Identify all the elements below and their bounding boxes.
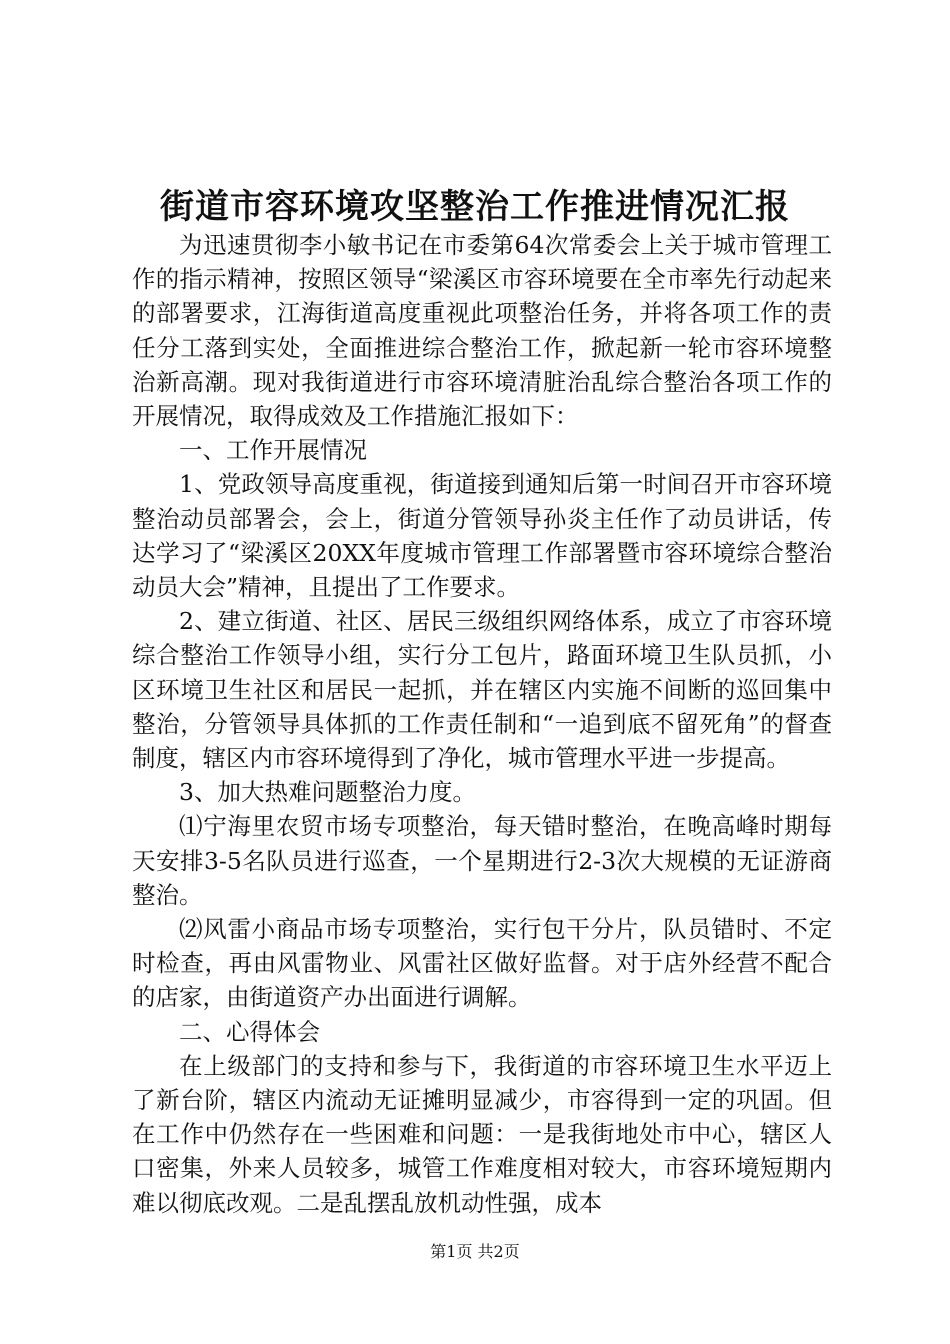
intro-paragraph: 为迅速贯彻李小敏书记在市委第64次常委会上关于城市管理工作的指示精神，按照区领导“梁溪区市容环境要在全市率先行动起来的部署要求，江海街道高度重视此项整治任务，并将各项工作的责任分工落到实处，全面推进综合整治工作，掀起新一轮市容环境整治新高潮。现对我街道进行市容环境清脏治乱综合整治各项工作的开展情况，取得成效及工作措施汇报如下： bbox=[132, 231, 832, 431]
paragraph-subitem-2: ⑵风雷小商品市场专项整治，实行包干分片，队员错时、不定时检查，再由风雷物业、风雷社区做好监督。对于店外经营不配合的店家，由街道资产办出面进行调解。 bbox=[132, 915, 832, 1012]
paragraph-subitem-1: ⑴宁海里农贸市场专项整治，每天错时整治，在晚高峰时期每天安排3-5名队员进行巡查，一个星期进行2-3次大规模的无证游商整治。 bbox=[132, 812, 832, 909]
document-title: 街道市容环境攻坚整治工作推进情况汇报 bbox=[160, 187, 790, 227]
experience-paragraph: 在上级部门的支持和参与下，我街道的市容环境卫生水平迈上了新台阶，辖区内流动无证摊明显减少，市容得到一定的巩固。但在工作中仍然存在一些困难和问题：一是我街地处市中心，辖区人口密集，外来人员较多，城管工作难度相对较大，市容环境短期内难以彻底改观。二是乱摆乱放机动性强，成本 bbox=[132, 1051, 832, 1217]
page-number-footer: 第1页 共2页 bbox=[430, 1242, 520, 1261]
document-body bbox=[132, 228, 832, 1220]
section-heading-experience: 二、心得体会 bbox=[179, 1017, 320, 1046]
paragraph-item-2: 2、建立街道、社区、居民三级组织网络体系，成立了市容环境综合整治工作领导小组，实行分工包片，路面环境卫生队员抓，小区环境卫生社区和居民一起抓，并在辖区内实施不间断的巡回集中整治，分管领导具体抓的工作责任制和“一追到底不留死角”的督查制度，辖区内市容环境得到了净化，城市管理水平进一步提高。 bbox=[132, 607, 832, 773]
paragraph-item-1: 1、党政领导高度重视，街道接到通知后第一时间召开市容环境整治动员部署会，会上，街道分管领导孙炎主任作了动员讲话，传达学习了“梁溪区20XX年度城市管理工作部署暨市容环境综合整治动员大会”精神，且提出了工作要求。 bbox=[132, 470, 832, 602]
paragraph-item-3: 3、加大热难问题整治力度。 bbox=[179, 778, 476, 807]
section-heading-work-progress: 一、工作开展情况 bbox=[179, 436, 367, 465]
